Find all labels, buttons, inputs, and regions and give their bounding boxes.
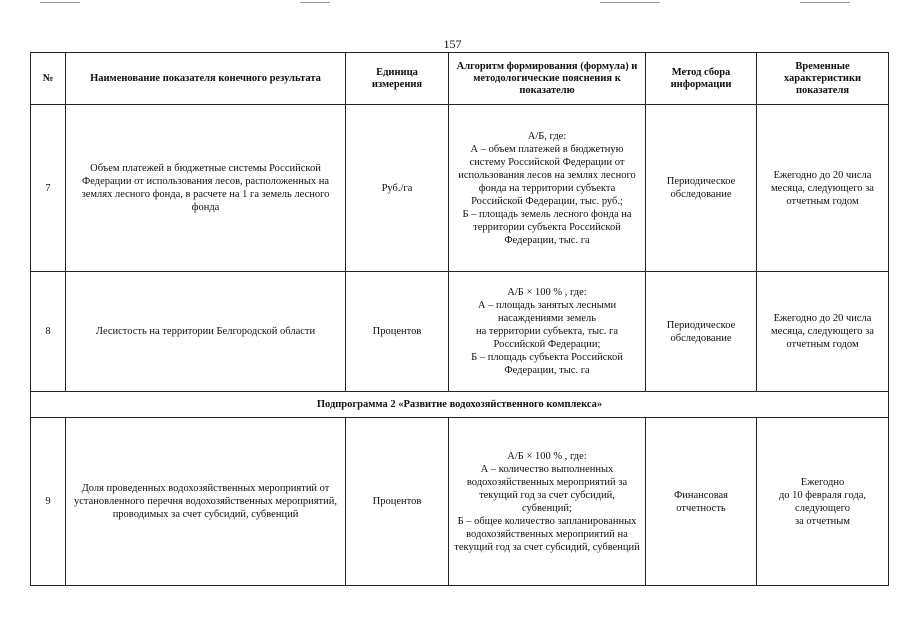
row-unit: Процентов — [346, 272, 449, 392]
subprogram-title: Подпрограмма 2 «Развитие водохозяйственного комплекса» — [31, 392, 889, 418]
page-number: 157 — [443, 37, 462, 51]
row-time: Ежегодно до 20 числа месяца, следующего за отчетным годом — [757, 105, 889, 272]
header-name: Наименование показателя конечного результата — [66, 53, 346, 105]
row-time: Ежегодно до 20 числа месяца, следующего за отчетным годом — [757, 272, 889, 392]
indicators-table — [30, 52, 889, 586]
row-algorithm: А/Б × 100 % , где: А – площадь занятых лесными насаждениями земель на территории субъекта, тыс. га Российской Федерации; Б – площадь субъекта Российской Федерации, тыс. га — [449, 272, 646, 392]
header-algorithm: Алгоритм формирования (формула) и методологические пояснения к показателю — [449, 53, 646, 105]
row-time: Ежегодно до 10 февраля года, следующего за отчетным — [757, 418, 889, 586]
row-name: Лесистость на территории Белгородской области — [66, 272, 346, 392]
row-name: Объем платежей в бюджетные системы Российской Федерации от использования лесов, расположенных на землях лесного фонда, в расчете на 1 га земель лесного фонда — [66, 105, 346, 272]
subprogram-row — [31, 392, 889, 418]
table-row — [31, 272, 889, 392]
row-num: 9 — [31, 418, 66, 586]
row-method: Периодическое обследование — [646, 105, 757, 272]
row-name: Доля проведенных водохозяйственных мероприятий от установленного перечня водохозяйственных мероприятий, проводимых за счет субсидий, субвенций — [66, 418, 346, 586]
table-header-row — [31, 53, 889, 105]
row-num: 8 — [31, 272, 66, 392]
header-num: № — [31, 53, 66, 105]
header-method: Метод сбора информации — [646, 53, 757, 105]
row-algorithm: А/Б × 100 % , где: А – количество выполненных водохозяйственных мероприятий за текущий год за счет субсидий, субвенций; Б – общее количество запланированных водохозяйственных мероприятий на текущий год за счет субсидий, субвенций — [449, 418, 646, 586]
row-algorithm: А/Б, где: А – объем платежей в бюджетную систему Российской Федерации от использования лесов на землях лесного фонда на территории субъекта Российской Федерации, тыс. руб.; Б – площадь земель лесного фонда на территории субъекта Российской Федерации, тыс. га — [449, 105, 646, 272]
table-row — [31, 418, 889, 586]
header-unit: Единица измерения — [346, 53, 449, 105]
table-row — [31, 105, 889, 272]
header-time: Временные характеристики показателя — [757, 53, 889, 105]
row-method: Периодическое обследование — [646, 272, 757, 392]
row-num: 7 — [31, 105, 66, 272]
row-unit: Процентов — [346, 418, 449, 586]
row-unit: Руб./га — [346, 105, 449, 272]
row-method: Финансовая отчетность — [646, 418, 757, 586]
